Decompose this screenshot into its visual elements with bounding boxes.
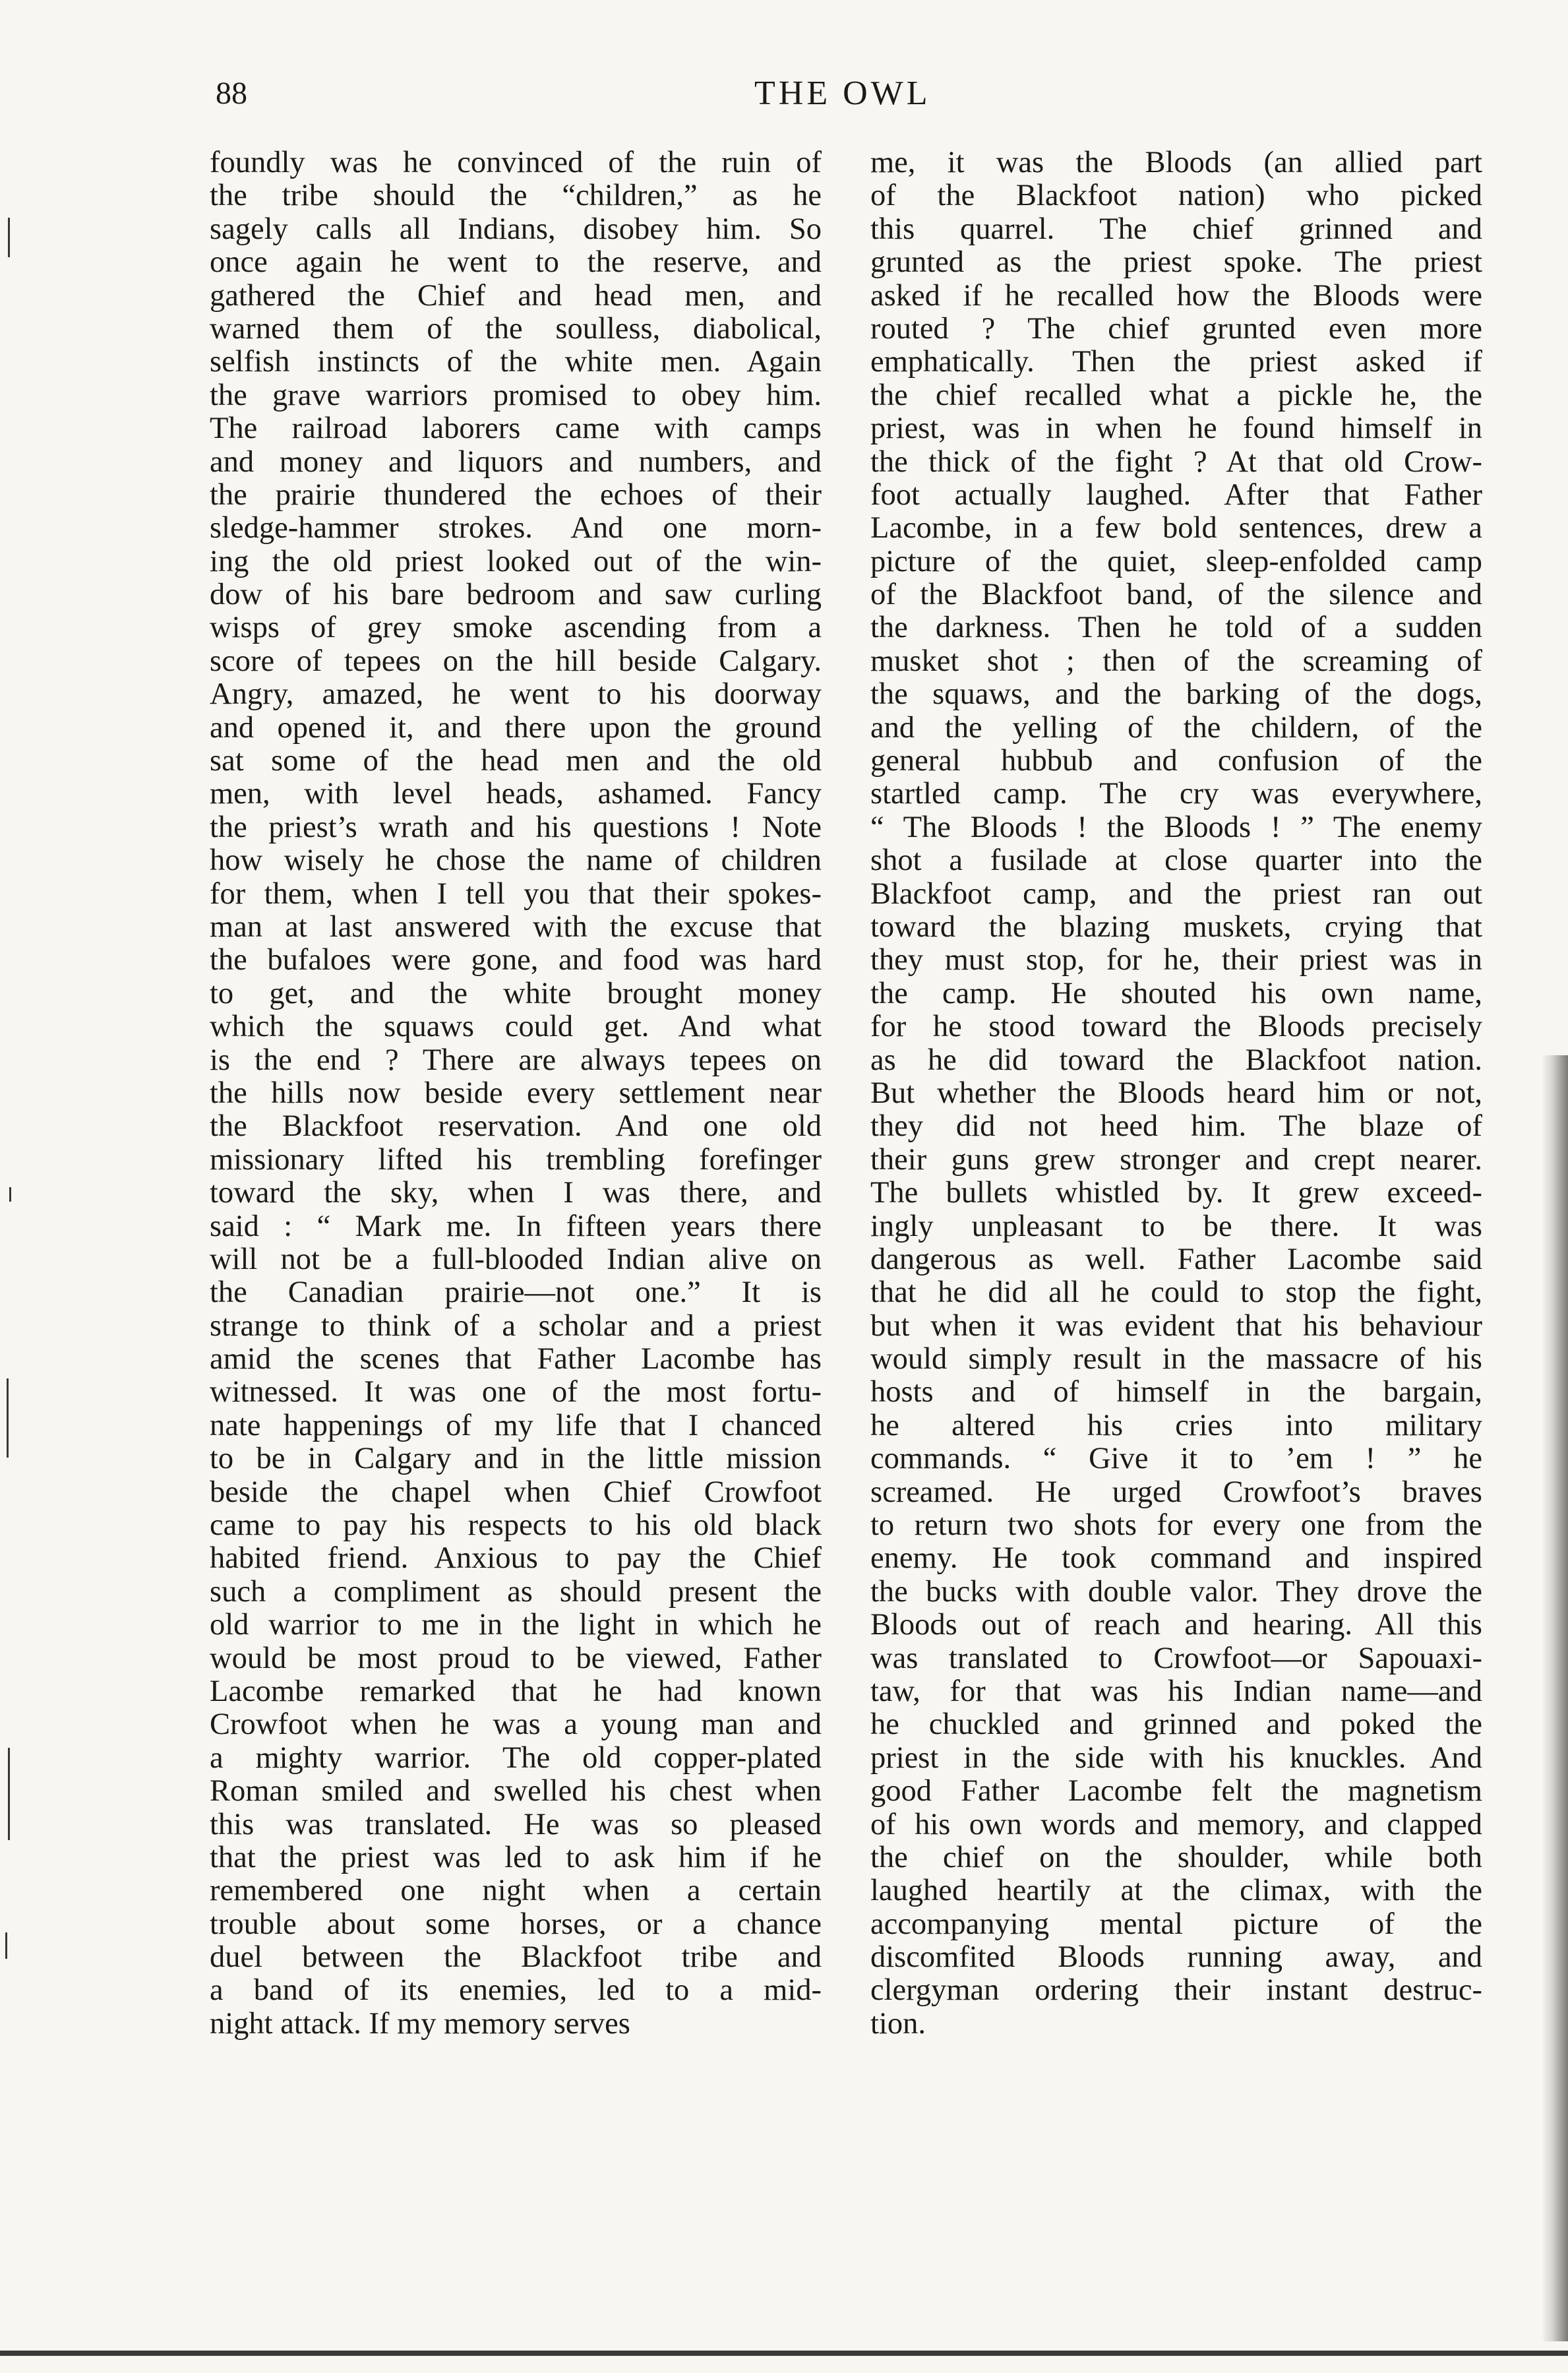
right-column-line: the bucks with double valor. They drove the [870, 1575, 1482, 1609]
left-column-line: to get, and the white brought money [210, 977, 822, 1010]
right-column-line: of the Blackfoot nation) who picked [870, 179, 1482, 213]
right-column-line: clergyman ordering their instant destruc- [870, 1974, 1482, 2008]
right-column-line: hosts and of himself in the bargain, [870, 1376, 1482, 1409]
left-column-line: sat some of the head men and the old [210, 745, 822, 778]
right-column-line: But whether the Bloods heard him or not, [870, 1076, 1482, 1110]
right-column-line: was translated to Crowfoot—or Sapouaxi- [870, 1642, 1482, 1675]
left-column-line: which the squaws could get. And what [210, 1010, 822, 1044]
left-column-line: nate happenings of my life that I chanced [210, 1409, 822, 1442]
right-column-line: taw, for that was his Indian name—and [870, 1675, 1482, 1708]
left-column-line: a band of its enemies, led to a mid- [210, 1974, 822, 2008]
left-column-line: and opened it, and there upon the ground [210, 711, 822, 745]
right-column-line: their guns grew stronger and crept nearer. [870, 1143, 1482, 1177]
right-column-line: enemy. He took command and inspired [870, 1542, 1482, 1576]
right-column-line: Lacombe, in a few bold sentences, drew a [870, 512, 1482, 545]
right-column-line: Blackfoot camp, and the priest ran out [870, 877, 1482, 911]
right-column-line: dangerous as well. Father Lacombe said [870, 1243, 1482, 1276]
left-column-line: and money and liquors and numbers, and [210, 445, 822, 479]
left-margin-specks [0, 218, 20, 2196]
left-column-line: dow of his bare bedroom and saw curling [210, 578, 822, 612]
right-column-line: foot actually laughed. After that Father [870, 478, 1482, 512]
right-column-line: grunted as the priest spoke. The priest [870, 246, 1482, 280]
right-column-line: tion. [870, 2007, 926, 2041]
right-column-line: general hubbub and confusion of the [870, 745, 1482, 778]
left-column-line: selfish instincts of the white men. Again [210, 346, 822, 379]
right-column-line: of his own words and memory, and clapped [870, 1808, 1482, 1841]
right-column-line: startled camp. The cry was everywhere, [870, 778, 1482, 811]
left-column-line: foundly was he convinced of the ruin of [210, 146, 822, 179]
left-column-line: came to pay his respects to his old black [210, 1509, 822, 1543]
left-column-line: the Canadian prairie—not one.” It is [210, 1276, 822, 1310]
left-column-line: strange to think of a scholar and a priest [210, 1309, 822, 1343]
right-column-line: commands. “ Give it to ’em ! ” he [870, 1442, 1482, 1476]
right-column-line: screamed. He urged Crowfoot’s braves [870, 1475, 1482, 1509]
left-column-line: the tribe should the “children,” as he [210, 179, 822, 213]
left-column-line: Roman smiled and swelled his chest when [210, 1775, 822, 1808]
right-column-line: musket shot ; then of the screaming of [870, 644, 1482, 678]
left-column-line: such a compliment as should present the [210, 1575, 822, 1609]
left-column-line: the prairie thundered the echoes of their [210, 478, 822, 512]
left-column-line: sledge-hammer strokes. And one morn- [210, 512, 822, 545]
right-column-line: shot a fusilade at close quarter into the [870, 844, 1482, 878]
left-column-line: Crowfoot when he was a young man and [210, 1708, 822, 1742]
right-column-line: laughed heartily at the climax, with the [870, 1874, 1482, 1908]
left-column-line: missionary lifted his trembling forefinger [210, 1143, 822, 1177]
right-column-line: the thick of the fight ? At that old Crow- [870, 445, 1482, 479]
left-column-line: Lacombe remarked that he had known [210, 1675, 822, 1708]
right-column-line: as he did toward the Blackfoot nation. [870, 1043, 1482, 1077]
right-column-line: he chuckled and grinned and poked the [870, 1708, 1482, 1742]
left-column-line: a mighty warrior. The old copper-plated [210, 1741, 822, 1775]
left-column-line: that the priest was led to ask him if he [210, 1841, 822, 1874]
left-column-line: said : “ Mark me. In fifteen years there [210, 1210, 822, 1243]
right-column-line: accompanying mental picture of the [870, 1907, 1482, 1941]
left-column-line: man at last answered with the excuse that [210, 910, 822, 944]
left-column-line: is the end ? There are always tepees on [210, 1043, 822, 1077]
left-column-line: trouble about some horses, or a chance [210, 1907, 822, 1941]
left-column-line: the hills now beside every settlement near [210, 1076, 822, 1110]
right-column-line: routed ? The chief grunted even more [870, 312, 1482, 346]
left-column-line: toward the sky, when I was there, and [210, 1177, 822, 1210]
right-column-line: the darkness. Then he told of a sudden [870, 611, 1482, 645]
right-column-line: The bullets whistled by. It grew exceed- [870, 1177, 1482, 1210]
left-column-line: beside the chapel when Chief Crowfoot [210, 1475, 822, 1509]
page-edge-shadow [1542, 1055, 1568, 2341]
right-column-line: this quarrel. The chief grinned and [870, 212, 1482, 246]
right-column-line: that he did all he could to stop the fight, [870, 1276, 1482, 1310]
left-column-line: old warrior to me in the light in which he [210, 1609, 822, 1642]
right-column-line: but when it was evident that his behaviour [870, 1309, 1482, 1343]
right-text-column [870, 146, 1482, 2041]
right-column-line: priest, was in when he found himself in [870, 412, 1482, 446]
right-column-line: toward the blazing muskets, crying that [870, 910, 1482, 944]
left-column-line: sagely calls all Indians, disobey him. So [210, 212, 822, 246]
left-column-line: for them, when I tell you that their spokes- [210, 877, 822, 911]
right-column-line: “ The Bloods ! the Bloods ! ” The enemy [870, 811, 1482, 844]
left-column-line: once again he went to the reserve, and [210, 246, 822, 280]
left-column-line: the grave warriors promised to obey him. [210, 379, 822, 412]
left-column-line: would be most proud to be viewed, Father [210, 1642, 822, 1675]
right-column-line: he altered his cries into military [870, 1409, 1482, 1442]
left-column-line: how wisely he chose the name of children [210, 844, 822, 878]
right-column-line: discomfited Bloods running away, and [870, 1941, 1482, 1975]
left-column-line: Angry, amazed, he went to his doorway [210, 678, 822, 712]
left-column-line: the priest’s wrath and his questions ! Note [210, 811, 822, 844]
left-column-line: duel between the Blackfoot tribe and [210, 1941, 822, 1975]
left-column-line: witnessed. It was one of the most fortu- [210, 1376, 822, 1409]
right-column-line: priest in the side with his knuckles. And [870, 1741, 1482, 1775]
left-column-line: amid the scenes that Father Lacombe has [210, 1343, 822, 1376]
left-column-line: the Blackfoot reservation. And one old [210, 1110, 822, 1144]
left-text-column [210, 146, 822, 2041]
right-column-line: me, it was the Bloods (an allied part [870, 146, 1482, 179]
journal-title: THE OWL [754, 75, 931, 112]
left-column-line: wisps of grey smoke ascending from a [210, 611, 822, 645]
right-column-line: and the yelling of the childern, of the [870, 711, 1482, 745]
right-column-line: picture of the quiet, sleep-enfolded camp [870, 545, 1482, 578]
left-column-line: this was translated. He was so pleased [210, 1808, 822, 1841]
right-column-line: the chief on the shoulder, while both [870, 1841, 1482, 1874]
left-column-line: gathered the Chief and head men, and [210, 279, 822, 313]
right-column-line: for he stood toward the Bloods precisely [870, 1010, 1482, 1044]
right-column-line: the chief recalled what a pickle he, the [870, 379, 1482, 412]
left-column-line: score of tepees on the hill beside Calgary. [210, 644, 822, 678]
right-column-line: of the Blackfoot band, of the silence and [870, 578, 1482, 612]
left-column-line: men, with level heads, ashamed. Fancy [210, 778, 822, 811]
left-column-line: warned them of the soulless, diabolical, [210, 312, 822, 346]
left-column-line: ing the old priest looked out of the win- [210, 545, 822, 578]
right-column-line: would simply result in the massacre of his [870, 1343, 1482, 1376]
left-column-line: habited friend. Anxious to pay the Chief [210, 1542, 822, 1576]
right-column-line: the camp. He shouted his own name, [870, 977, 1482, 1010]
left-column-line: The railroad laborers came with camps [210, 412, 822, 446]
left-column-line: the bufaloes were gone, and food was hard [210, 944, 822, 977]
running-head [0, 74, 1568, 127]
left-column-line: will not be a full-blooded Indian alive on [210, 1243, 822, 1276]
right-column-line: to return two shots for every one from the [870, 1509, 1482, 1543]
right-column-line: they must stop, for he, their priest was in [870, 944, 1482, 977]
right-column-line: ingly unpleasant to be there. It was [870, 1210, 1482, 1243]
left-column-line: night attack. If my memory serves [210, 2007, 630, 2041]
right-column-line: Bloods out of reach and hearing. All this [870, 1609, 1482, 1642]
left-column-line: remembered one night when a certain [210, 1874, 822, 1908]
bottom-edge-rule [0, 2351, 1568, 2356]
right-column-line: asked if he recalled how the Bloods were [870, 279, 1482, 313]
right-column-line: the squaws, and the barking of the dogs, [870, 678, 1482, 712]
right-column-line: they did not heed him. The blaze of [870, 1110, 1482, 1144]
left-column-line: to be in Calgary and in the little mission [210, 1442, 822, 1476]
page-number: 88 [216, 76, 247, 111]
right-column-line: emphatically. Then the priest asked if [870, 346, 1482, 379]
right-column-line: good Father Lacombe felt the magnetism [870, 1775, 1482, 1808]
